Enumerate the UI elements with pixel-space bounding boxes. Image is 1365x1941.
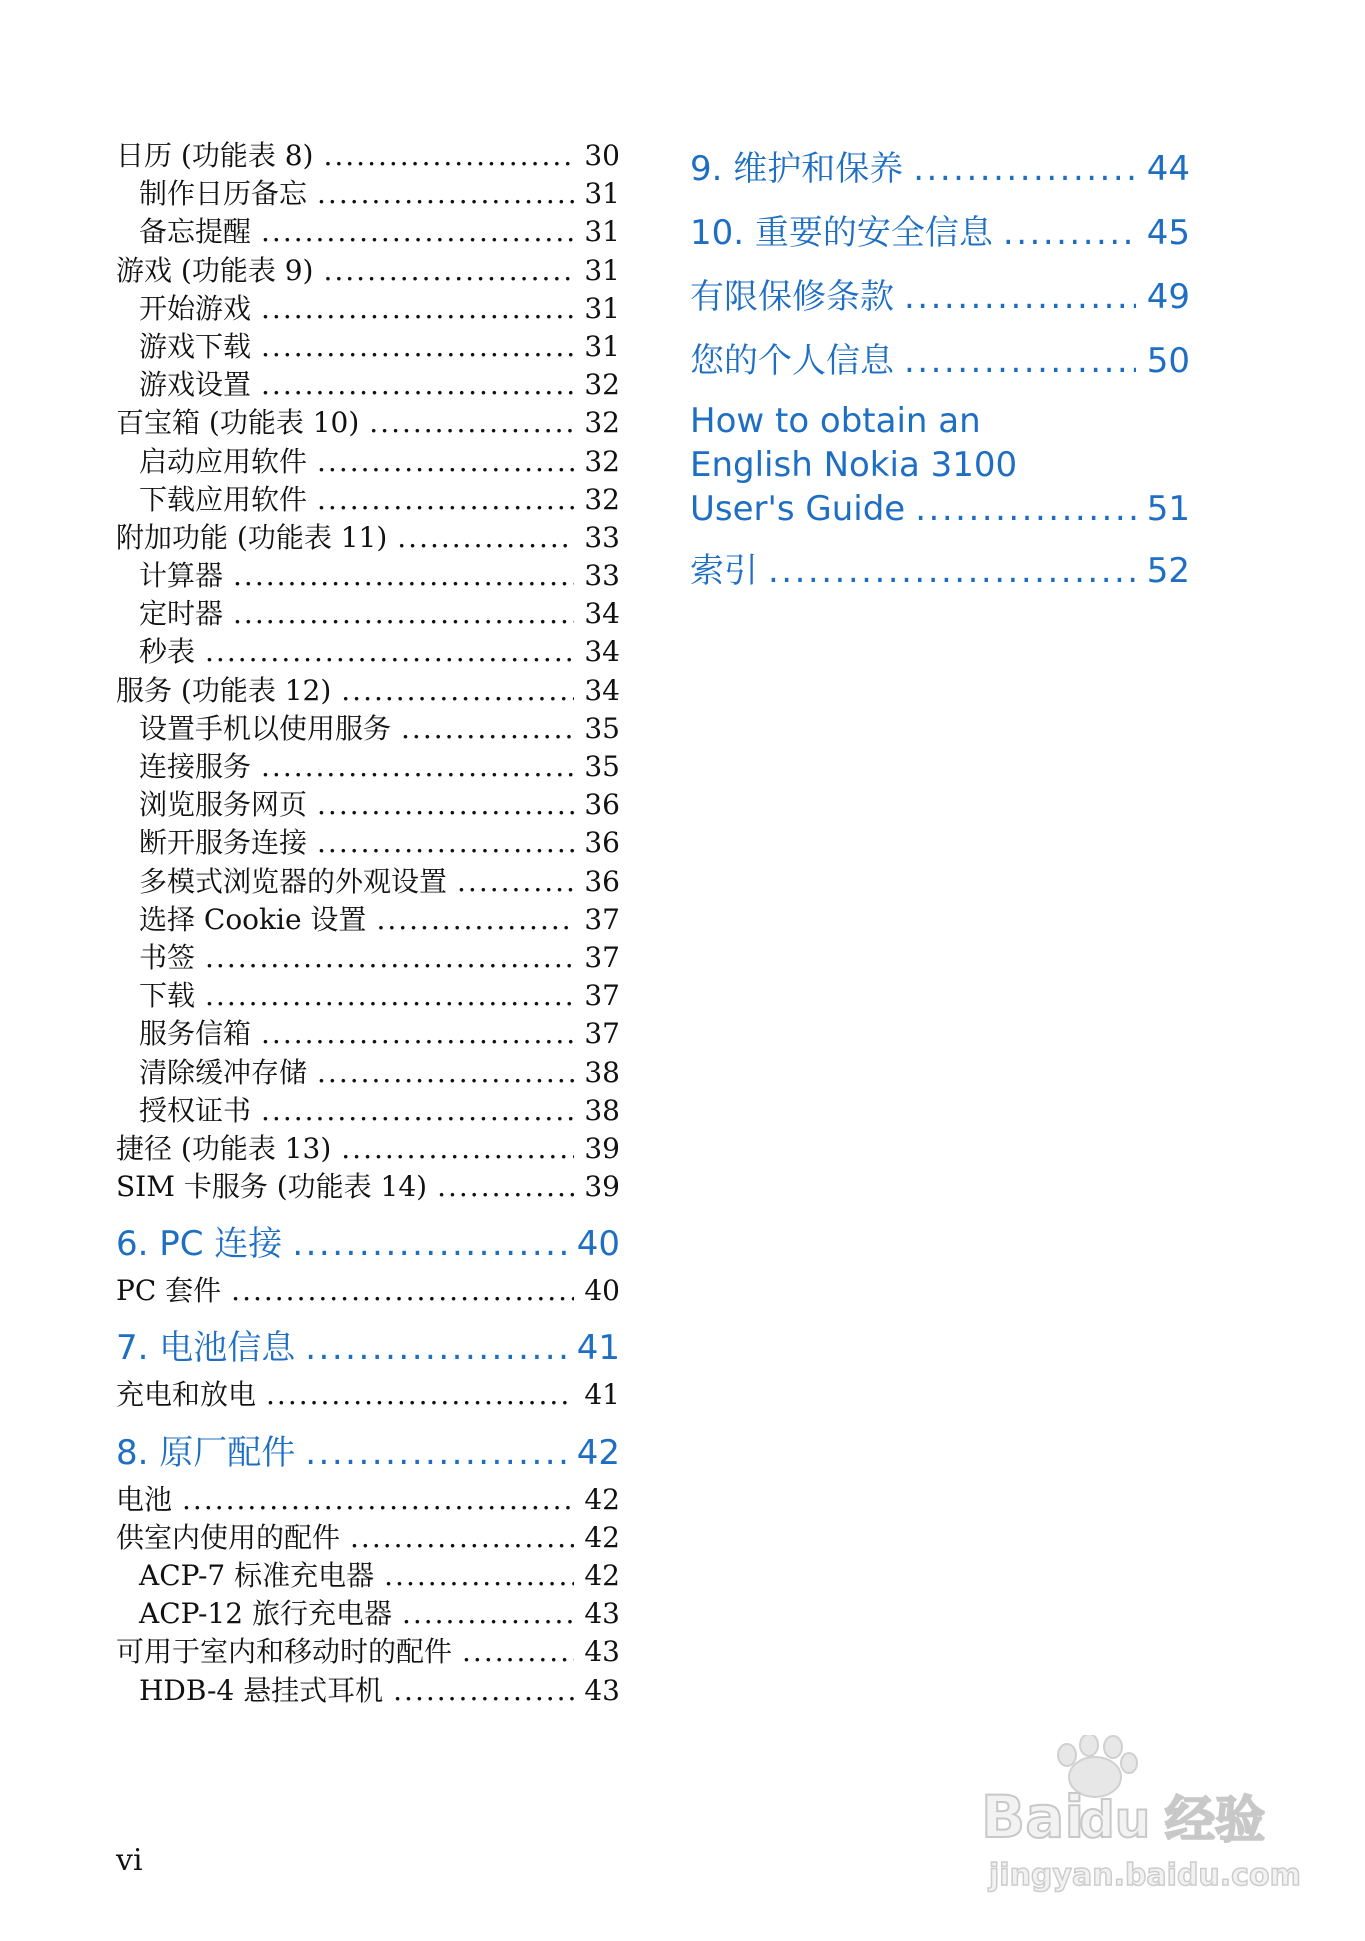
chapter-page: 45	[1146, 213, 1190, 253]
toc-entry-title: 下载应用软件	[139, 482, 308, 516]
chapter-title: 7. 电池信息	[116, 1328, 296, 1369]
toc-entry[interactable]	[116, 404, 620, 442]
toc-entry-page: 43	[584, 1597, 620, 1631]
dot-leader	[401, 710, 574, 748]
dot-leader	[457, 863, 574, 901]
toc-entry[interactable]	[116, 252, 620, 290]
toc-entry[interactable]	[116, 1481, 620, 1519]
dot-leader	[292, 1216, 566, 1272]
toc-entry[interactable]	[116, 366, 620, 404]
chapter-title: 8. 原厂配件	[116, 1432, 296, 1473]
dot-leader	[323, 252, 574, 290]
toc-entry[interactable]	[116, 595, 620, 633]
chapter-title: 索引	[690, 551, 758, 591]
toc-entry-page: 37	[584, 1017, 620, 1051]
chapter-heading-guide[interactable]	[690, 393, 1190, 531]
toc-entry-page: 38	[584, 1093, 620, 1127]
dot-leader	[768, 539, 1136, 603]
toc-entry[interactable]	[116, 1130, 620, 1168]
toc-entry-page: 37	[584, 940, 620, 974]
toc-entry-title: 下载	[139, 979, 196, 1013]
dot-leader	[305, 1425, 566, 1481]
toc-entry[interactable]	[116, 443, 620, 481]
watermark-brand: Bai	[981, 1783, 1085, 1851]
toc-entry-page: 37	[584, 902, 620, 936]
watermark-url: jingyan.baidu.com	[989, 1858, 1301, 1893]
toc-entry-title: 书签	[139, 940, 196, 974]
toc-entry-title: ACP-12 旅行充电器	[139, 1597, 392, 1631]
dot-leader	[317, 786, 574, 824]
dot-leader	[462, 1633, 574, 1671]
dot-leader	[317, 824, 574, 862]
toc-entry[interactable]	[116, 213, 620, 251]
page-number: vi	[116, 1843, 143, 1878]
toc-entry-page: 40	[584, 1274, 620, 1308]
dot-leader	[205, 633, 574, 671]
toc-entry[interactable]	[116, 1376, 620, 1414]
dot-leader	[317, 1054, 574, 1092]
dot-leader	[397, 519, 574, 557]
toc-entry-page: 37	[584, 979, 620, 1013]
dot-leader	[233, 557, 574, 595]
baidu-watermark	[975, 1735, 1305, 1895]
toc-entry-title: 电池	[116, 1482, 173, 1516]
toc-entry-title: 连接服务	[139, 750, 252, 783]
toc-entry-page: 31	[584, 253, 620, 287]
toc-entry[interactable]	[116, 710, 620, 748]
toc-entry[interactable]	[116, 901, 620, 939]
toc-entry-title: 日历 (功能表 8)	[116, 139, 314, 172]
toc-entry-page: 38	[584, 1055, 620, 1089]
dot-leader	[231, 1272, 574, 1310]
toc-entry-page: 32	[584, 406, 620, 440]
toc-entry-page: 36	[584, 788, 620, 822]
toc-entry-title: 计算器	[139, 559, 224, 593]
toc-entry-page: 33	[584, 559, 620, 593]
toc-entry-title: 授权证书	[139, 1093, 252, 1127]
toc-entry-title: 定时器	[139, 597, 224, 631]
toc-left-column	[116, 137, 620, 1710]
toc-entry[interactable]	[116, 137, 620, 175]
dot-leader	[305, 1320, 566, 1376]
dot-leader	[317, 443, 574, 481]
toc-entry[interactable]	[116, 863, 620, 901]
dot-leader	[205, 939, 574, 977]
toc-entry-title: 捷径 (功能表 13)	[116, 1131, 332, 1165]
toc-entry[interactable]	[116, 519, 620, 557]
toc-entry[interactable]	[116, 748, 620, 786]
toc-entry-page: 31	[584, 329, 620, 363]
chapter-page: 49	[1146, 277, 1190, 317]
dot-leader	[261, 748, 574, 786]
dot-leader	[261, 366, 574, 404]
toc-entry-title: 多模式浏览器的外观设置	[139, 864, 448, 898]
toc-entry-page: 35	[584, 711, 620, 745]
dot-leader	[323, 137, 574, 175]
dot-leader	[261, 1092, 574, 1130]
toc-entry-page: 42	[584, 1520, 620, 1554]
dot-leader	[317, 481, 574, 519]
toc-entry[interactable]	[116, 1092, 620, 1130]
toc-entry[interactable]	[116, 1054, 620, 1092]
toc-entry-title: 可用于室内和移动时的配件	[116, 1635, 453, 1669]
toc-entry-page: 31	[584, 177, 620, 211]
dot-leader	[182, 1481, 574, 1519]
chapter-heading-9[interactable]	[690, 137, 1190, 201]
dot-leader	[261, 1015, 574, 1053]
dot-leader	[205, 977, 574, 1015]
toc-entry-title: 附加功能 (功能表 11)	[116, 520, 388, 554]
toc-entry-page: 34	[584, 597, 620, 631]
toc-entry[interactable]	[116, 824, 620, 862]
chapter-heading-6[interactable]	[116, 1216, 620, 1272]
watermark-brand-2: du	[1079, 1791, 1151, 1849]
chapter-page: 44	[1146, 149, 1190, 189]
toc-entry-title: 游戏设置	[139, 368, 252, 402]
chapter-page: 50	[1146, 341, 1190, 381]
toc-entry-page: 41	[584, 1378, 620, 1412]
toc-entry[interactable]	[116, 633, 620, 671]
dot-leader	[261, 290, 574, 328]
chapter-title: 9. 维护和保养	[690, 149, 904, 189]
toc-entry-title: 服务信箱	[139, 1017, 252, 1051]
toc-entry-page: 43	[584, 1635, 620, 1669]
toc-entry[interactable]	[116, 1168, 620, 1206]
chapter-page: 40	[576, 1224, 620, 1265]
dot-leader	[437, 1168, 574, 1206]
toc-entry-title: 清除缓冲存储	[139, 1055, 308, 1089]
toc-entry-title: SIM 卡服务 (功能表 14)	[116, 1170, 428, 1204]
toc-right-column	[690, 137, 1190, 603]
toc-entry-page: 35	[584, 750, 620, 783]
toc-entry-title: 开始游戏	[139, 291, 252, 325]
toc-entry-title: 百宝箱 (功能表 10)	[116, 406, 360, 440]
toc-entry[interactable]	[116, 1015, 620, 1053]
chapter-title-last-line	[690, 487, 1190, 531]
chapter-title: 6. PC 连接	[116, 1224, 283, 1265]
toc-entry[interactable]	[116, 328, 620, 366]
chapter-heading-10[interactable]	[690, 201, 1190, 265]
dot-leader	[915, 487, 1136, 531]
toc-entry-page: 33	[584, 520, 620, 554]
toc-entry-page: 36	[584, 826, 620, 860]
dot-leader	[402, 1595, 574, 1633]
toc-entry[interactable]	[116, 977, 620, 1015]
dot-leader	[261, 213, 574, 251]
toc-entry-title: 浏览服务网页	[139, 788, 308, 822]
toc-entry-page: 34	[584, 673, 620, 707]
dot-leader	[317, 175, 574, 213]
dot-leader	[341, 1130, 574, 1168]
chapter-title-line: How to obtain an	[690, 401, 981, 441]
toc-entry-title: 设置手机以使用服务	[139, 711, 392, 745]
toc-entry-title: 启动应用软件	[139, 444, 308, 478]
dot-leader	[233, 595, 574, 633]
toc-entry[interactable]	[116, 1519, 620, 1557]
dot-leader	[376, 901, 574, 939]
chapter-heading-personal[interactable]	[690, 329, 1190, 393]
dot-leader	[904, 265, 1136, 329]
chapter-page: 42	[576, 1432, 620, 1473]
toc-entry[interactable]	[116, 1272, 620, 1310]
chapter-heading-8[interactable]	[116, 1425, 620, 1481]
chapter-heading-warranty[interactable]	[690, 265, 1190, 329]
toc-entry-page: 39	[584, 1131, 620, 1165]
section-gap	[116, 1415, 620, 1425]
chapter-title: 您的个人信息	[690, 341, 894, 381]
chapter-title: User's Guide	[690, 489, 906, 529]
toc-entry-title: 供室内使用的配件	[116, 1520, 341, 1554]
toc-entry[interactable]	[116, 672, 620, 710]
toc-entry-page: 36	[584, 864, 620, 898]
chapter-title: 有限保修条款	[690, 277, 894, 317]
dot-leader	[341, 672, 574, 710]
toc-entry-title: 游戏 (功能表 9)	[116, 253, 314, 287]
toc-entry-title: 游戏下载	[139, 329, 252, 363]
toc-entry[interactable]	[116, 1633, 620, 1671]
dot-leader	[350, 1519, 574, 1557]
toc-entry-page: 43	[584, 1673, 620, 1707]
chapter-heading-7[interactable]	[116, 1320, 620, 1376]
chapter-page: 52	[1146, 551, 1190, 591]
toc-entry-title: HDB-4 悬挂式耳机	[139, 1673, 384, 1707]
dot-leader	[266, 1376, 574, 1414]
dot-leader	[369, 404, 574, 442]
dot-leader	[384, 1557, 574, 1595]
toc-entry-title: 秒表	[139, 635, 196, 669]
toc-entry-title: ACP-7 标准充电器	[139, 1559, 375, 1592]
toc-entry-page: 32	[584, 368, 620, 402]
toc-entry-page: 32	[584, 482, 620, 516]
watermark-cn: 经验	[1165, 1791, 1265, 1849]
toc-entry-title: 断开服务连接	[139, 826, 308, 860]
chapter-title-line: English Nokia 3100	[690, 445, 1018, 485]
toc-entry[interactable]	[116, 1672, 620, 1710]
dot-leader	[261, 328, 574, 366]
dot-leader	[393, 1672, 574, 1710]
toc-entry-title: 制作日历备忘	[139, 177, 308, 211]
toc-entry[interactable]	[116, 786, 620, 824]
toc-entry-title: 选择 Cookie 设置	[139, 902, 367, 936]
toc-entry[interactable]	[116, 939, 620, 977]
toc-entry[interactable]	[116, 290, 620, 328]
toc-entry[interactable]	[116, 175, 620, 213]
chapter-heading-index[interactable]	[690, 539, 1190, 603]
toc-entry-page: 32	[584, 444, 620, 478]
dot-leader	[904, 329, 1136, 393]
toc-entry-page: 31	[584, 291, 620, 325]
section-gap	[116, 1206, 620, 1216]
toc-entry[interactable]	[116, 1557, 620, 1595]
chapter-title: 10. 重要的安全信息	[690, 213, 993, 253]
toc-entry-page: 39	[584, 1170, 620, 1204]
dot-leader	[1003, 201, 1136, 265]
toc-entry-page: 42	[584, 1559, 620, 1592]
toc-entry[interactable]	[116, 1595, 620, 1633]
chapter-page: 51	[1146, 489, 1190, 529]
toc-entry[interactable]	[116, 557, 620, 595]
toc-entry-page: 42	[584, 1482, 620, 1516]
toc-entry-title: 备忘提醒	[139, 215, 252, 249]
toc-entry-title: 充电和放电	[116, 1378, 257, 1412]
toc-entry-page: 31	[584, 215, 620, 249]
dot-leader	[913, 137, 1136, 201]
toc-entry-title: PC 套件	[116, 1274, 222, 1308]
toc-entry-title: 服务 (功能表 12)	[116, 673, 332, 707]
chapter-page: 41	[576, 1328, 620, 1369]
toc-entry-page: 30	[584, 139, 620, 172]
toc-entry[interactable]	[116, 481, 620, 519]
toc-entry-page: 34	[584, 635, 620, 669]
section-gap	[116, 1310, 620, 1320]
